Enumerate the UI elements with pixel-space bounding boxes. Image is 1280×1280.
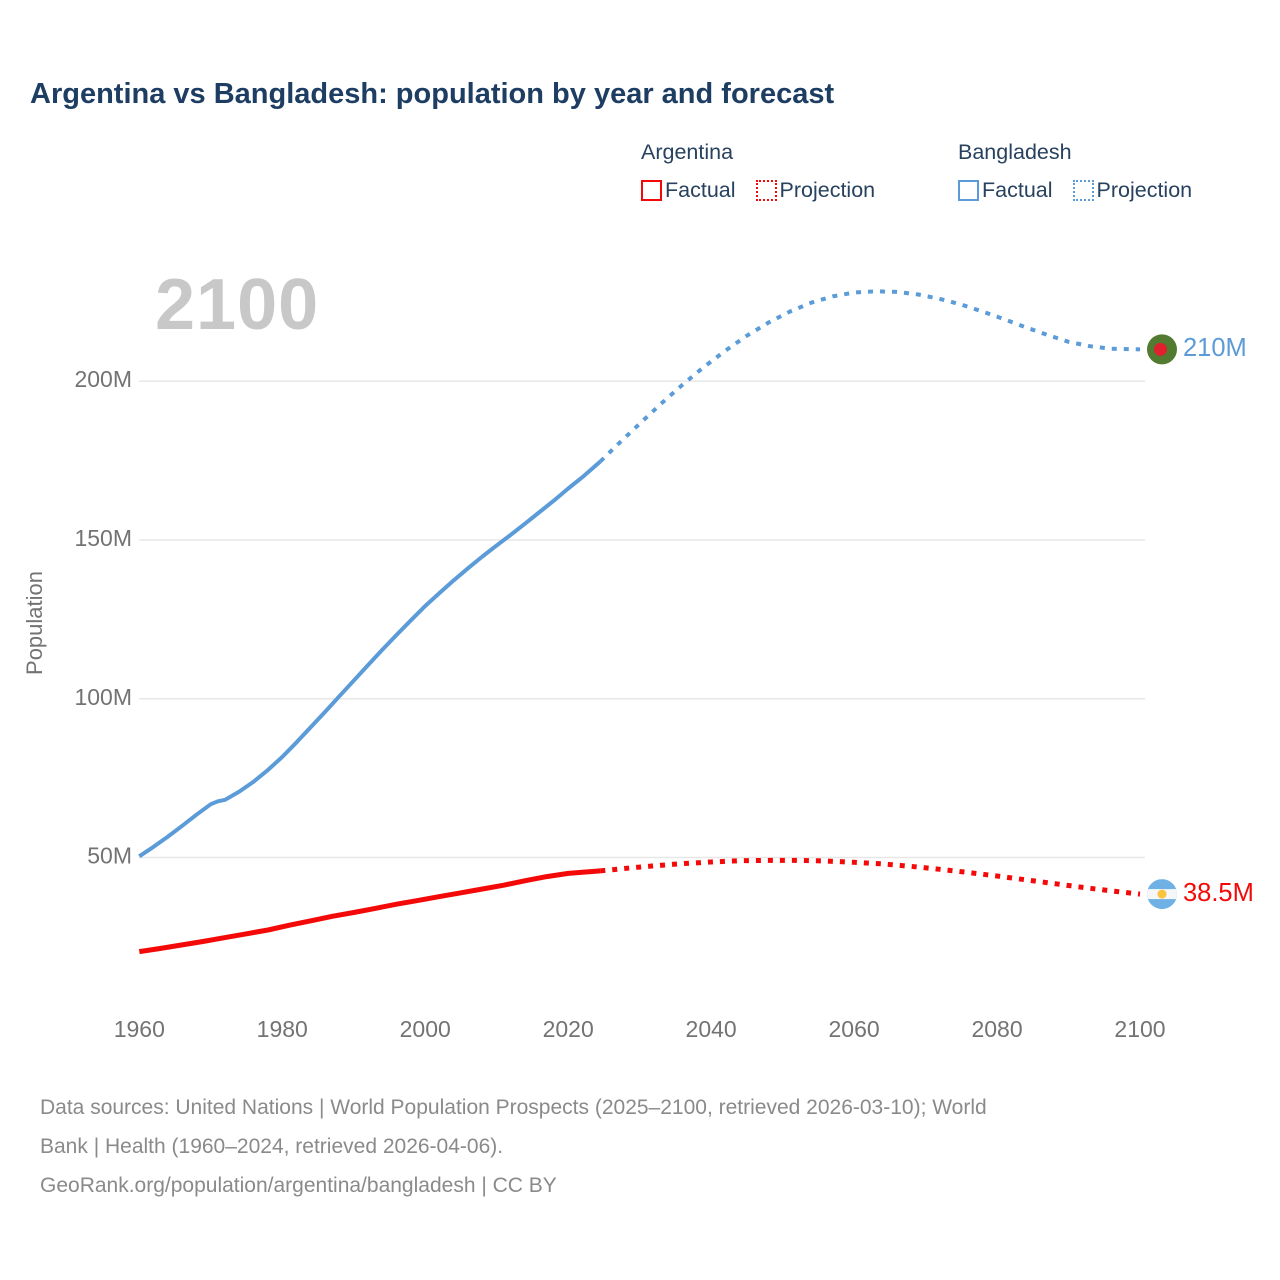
y-tick-label: 150M [74, 525, 132, 552]
x-tick-label: 1960 [113, 1016, 165, 1042]
watermark-year: 2100 [155, 265, 320, 345]
series-line-argentina-projection[interactable] [600, 860, 1140, 894]
footer-line-1: Data sources: United Nations | World Population Prospects (2025–2100, retrieved 2026-03-10); World [40, 1096, 987, 1119]
bangladesh-projection-label[interactable]: Projection [1096, 178, 1193, 202]
bangladesh-flag-marker [1147, 334, 1177, 364]
x-tick-label: 2020 [542, 1016, 594, 1042]
series-line-argentina-factual[interactable] [139, 871, 600, 952]
x-tick-label: 2000 [399, 1016, 451, 1042]
x-tick-label: 2060 [828, 1016, 880, 1042]
x-tick-label: 2080 [971, 1016, 1023, 1042]
y-tick-label: 200M [74, 366, 132, 393]
x-tick-label: 2100 [1114, 1016, 1166, 1042]
legend-bangladesh-header: Bangladesh [958, 140, 1072, 164]
bangladesh-factual-label[interactable]: Factual [982, 178, 1053, 202]
bangladesh-end-value-label: 210M [1182, 334, 1247, 363]
footer-line-2: Bank | Health (1960–2024, retrieved 2026-04-06). [40, 1135, 504, 1158]
y-tick-label: 50M [87, 842, 132, 869]
footer-attribution [40, 1088, 987, 1205]
argentina-flag-marker [1147, 879, 1177, 909]
argentina-projection-label[interactable]: Projection [779, 178, 876, 202]
footer-line-3: GeoRank.org/population/argentina/bangladesh | CC BY [40, 1174, 557, 1197]
series-line-bangladesh-factual[interactable] [139, 462, 600, 857]
argentina-factual-label[interactable]: Factual [665, 178, 736, 202]
argentina-end-value-label: 38.5M [1182, 878, 1254, 907]
y-tick-label: 100M [74, 683, 132, 710]
legend-argentina-header: Argentina [641, 140, 734, 164]
y-axis-title: Population [22, 571, 47, 675]
x-tick-label: 2040 [685, 1016, 737, 1042]
x-tick-label: 1980 [256, 1016, 308, 1042]
chart-title: Argentina vs Bangladesh: population by year and forecast [30, 78, 835, 110]
series-line-bangladesh-projection[interactable] [600, 291, 1140, 461]
